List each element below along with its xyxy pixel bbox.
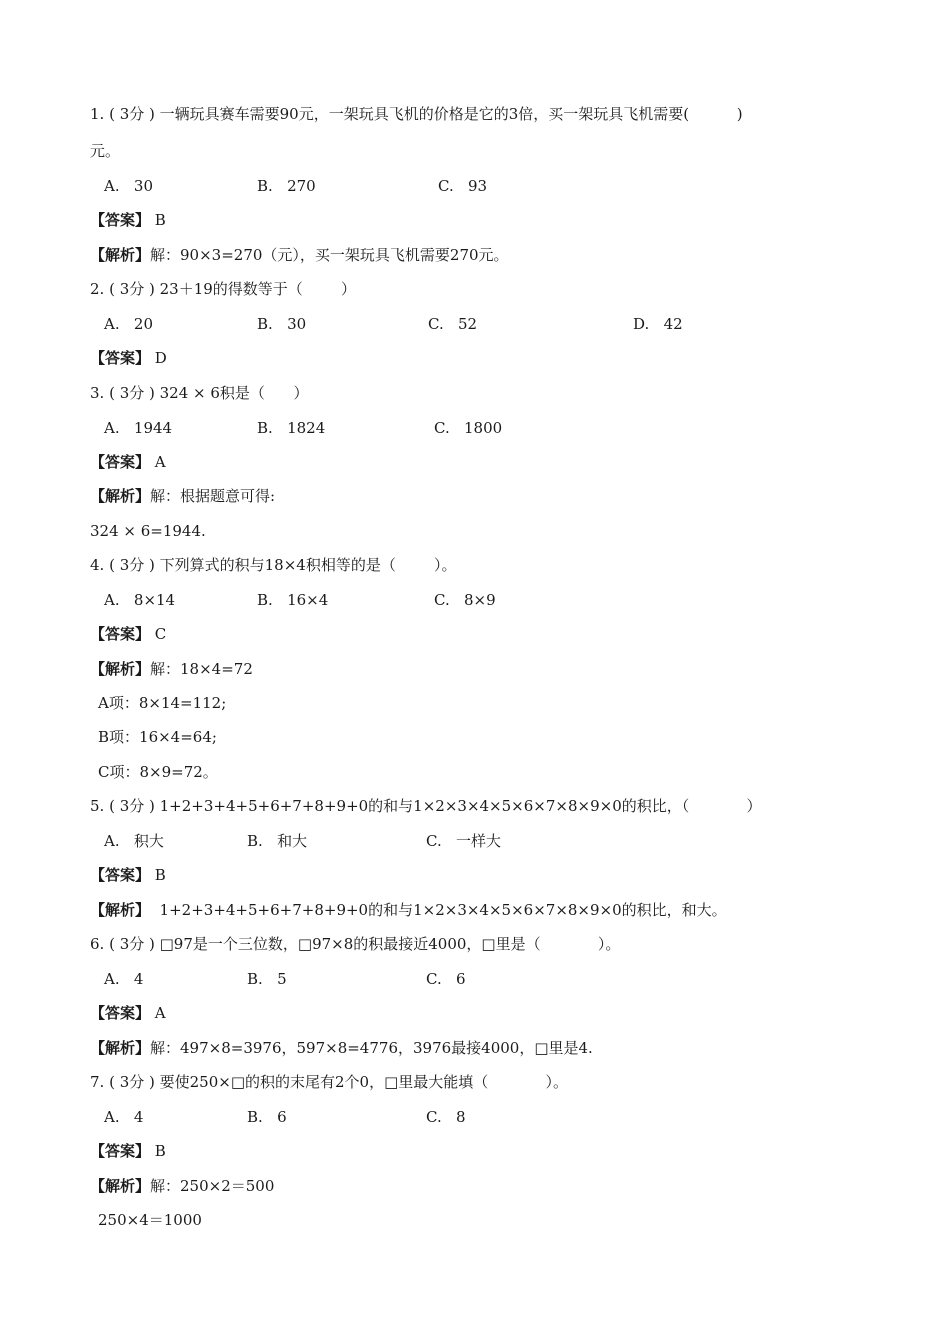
q3-option-a: A. 1944 [104, 419, 173, 437]
answer-label: 【答案】 [90, 453, 151, 471]
analysis-text: 解：90×3=270（元），买一架玩具飞机需要270元。 [150, 246, 509, 264]
q4-answer [90, 624, 166, 644]
q1-option-b: B. 270 [257, 177, 316, 195]
question-1-cont: 元。 [90, 142, 121, 160]
q7-option-c: C. 8 [426, 1108, 466, 1126]
q3-analysis [90, 486, 275, 506]
q1-option-a: A. 30 [104, 177, 153, 195]
q6-option-a: A. 4 [104, 970, 144, 988]
question-7: 7. ( 3分 ) 要使250×□的积的末尾有2个0，□里最大能填（ ）。 [90, 1073, 568, 1091]
question-1: 1. ( 3分 ) 一辆玩具赛车需要90元，一架玩具飞机的价格是它的3倍，买一架玩具飞机需要( ) [90, 105, 743, 123]
analysis-label: 【解析】 [90, 246, 151, 264]
q4-analysis-line-3: B项：16×4=64; [98, 728, 217, 746]
q2-option-b: B. 30 [257, 315, 307, 333]
q1-answer [90, 210, 166, 230]
q3-option-c: C. 1800 [434, 419, 503, 437]
q5-option-b: B. 和大 [247, 832, 308, 850]
analysis-label: 【解析】 [90, 901, 151, 919]
answer-value: A [150, 453, 166, 471]
q5-option-c: C. 一样大 [426, 832, 502, 850]
q4-analysis-line-4: C项：8×9=72。 [98, 763, 218, 781]
q3-option-b: B. 1824 [257, 419, 326, 437]
analysis-text: 解：根据题意可得: [150, 487, 276, 505]
answer-value: B [150, 211, 166, 229]
q7-answer [90, 1141, 166, 1161]
q5-option-a: A. 积大 [104, 832, 164, 850]
answer-label: 【答案】 [90, 211, 151, 229]
q7-analysis [90, 1176, 274, 1196]
analysis-text: 1+2+3+4+5+6+7+8+9+0的和与1×2×3×4×5×6×7×8×9×0的积比，和大。 [150, 901, 727, 919]
q7-analysis-line-2: 250×4＝1000 [98, 1211, 202, 1229]
question-6: 6. ( 3分 ) □97是一个三位数，□97×8的积最接近4000，□里是（ ）。 [90, 935, 621, 953]
analysis-text: 解：18×4=72 [150, 660, 253, 678]
q4-option-c: C. 8×9 [434, 591, 496, 609]
q3-answer [90, 452, 166, 472]
q6-analysis [90, 1038, 593, 1058]
analysis-label: 【解析】 [90, 660, 151, 678]
question-3: 3. ( 3分 ) 324 × 6积是（ ） [90, 384, 309, 402]
q6-option-b: B. 5 [247, 970, 287, 988]
q4-option-a: A. 8×14 [104, 591, 176, 609]
question-5: 5. ( 3分 ) 1+2+3+4+5+6+7+8+9+0的和与1×2×3×4×5×6×7×8×9×0的积比，（ ） [90, 797, 762, 815]
answer-label: 【答案】 [90, 625, 151, 643]
answer-label: 【答案】 [90, 866, 151, 884]
q2-option-d: D. 42 [633, 315, 683, 333]
answer-value: B [150, 1142, 166, 1160]
q1-option-c: C. 93 [438, 177, 488, 195]
q6-option-c: C. 6 [426, 970, 466, 988]
answer-value: A [150, 1004, 166, 1022]
q4-analysis-line-2: A项：8×14=112; [98, 694, 227, 712]
q5-analysis [90, 900, 727, 920]
q3-analysis-line-2: 324 × 6=1944. [90, 522, 206, 540]
analysis-label: 【解析】 [90, 1177, 151, 1195]
answer-label: 【答案】 [90, 1142, 151, 1160]
q6-answer [90, 1003, 166, 1023]
answer-label: 【答案】 [90, 349, 151, 367]
answer-value: D [150, 349, 167, 367]
question-2: 2. ( 3分 ) 23＋19的得数等于（ ） [90, 280, 356, 298]
question-4: 4. ( 3分 ) 下列算式的积与18×4积相等的是（ ）。 [90, 556, 457, 574]
answer-value: C [150, 625, 167, 643]
answer-value: B [150, 866, 166, 884]
q2-option-a: A. 20 [104, 315, 153, 333]
q2-option-c: C. 52 [428, 315, 478, 333]
analysis-label: 【解析】 [90, 487, 151, 505]
analysis-label: 【解析】 [90, 1039, 151, 1057]
analysis-text: 解：250×2＝500 [150, 1177, 275, 1195]
q7-option-b: B. 6 [247, 1108, 287, 1126]
analysis-text: 解：497×8=3976，597×8=4776，3976最接4000，□里是4. [150, 1039, 593, 1057]
q4-analysis [90, 659, 253, 679]
q5-answer [90, 865, 166, 885]
q1-analysis [90, 245, 509, 265]
q2-answer [90, 348, 167, 368]
q4-option-b: B. 16×4 [257, 591, 329, 609]
q7-option-a: A. 4 [104, 1108, 144, 1126]
answer-label: 【答案】 [90, 1004, 151, 1022]
